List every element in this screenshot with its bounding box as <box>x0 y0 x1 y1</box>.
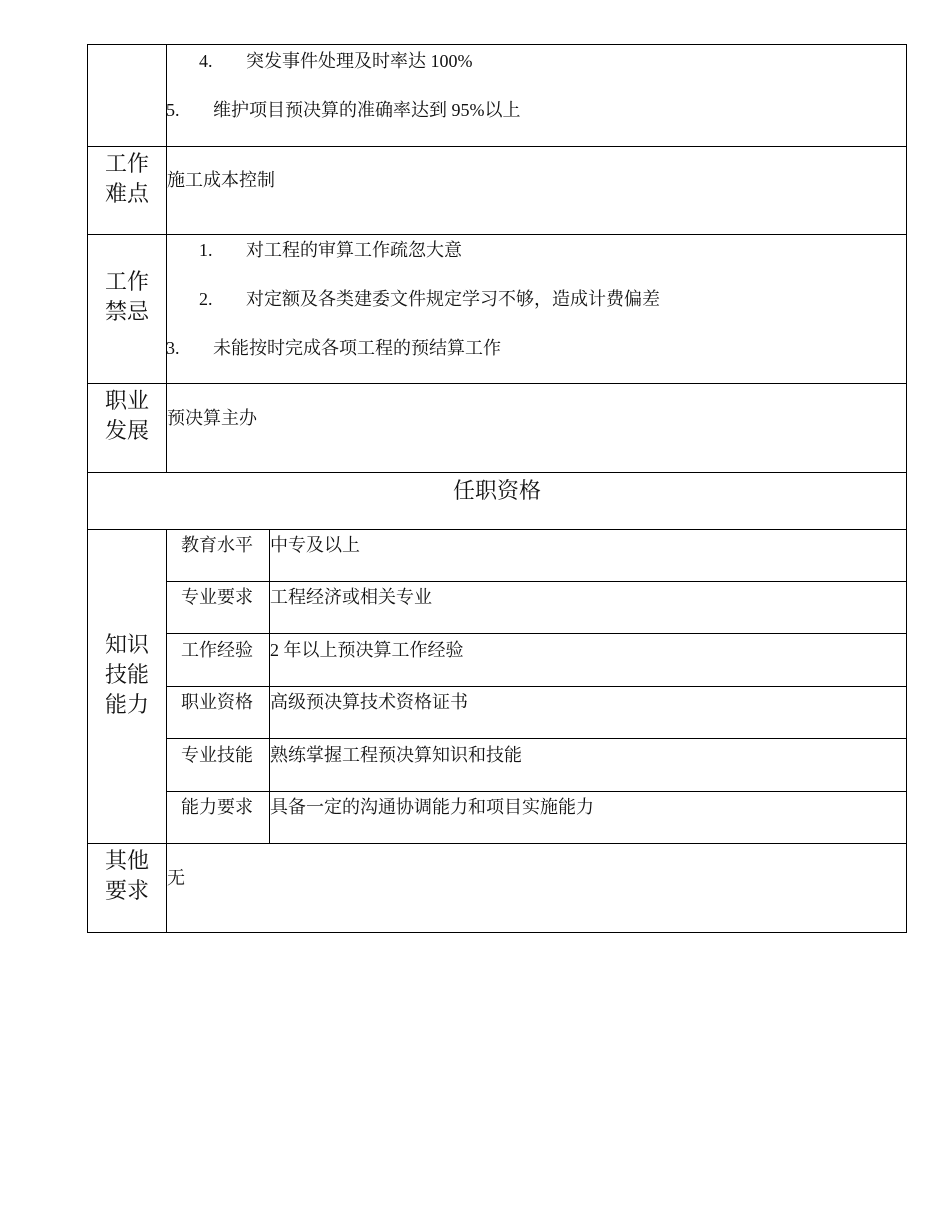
skill-value: 高级预决算技术资格证书 <box>270 692 468 712</box>
skills-label <box>88 630 166 720</box>
label-line: 要求 <box>104 878 149 903</box>
label-line: 工作 <box>104 151 149 176</box>
qualification-title: 任职资格 <box>452 478 541 503</box>
skill-row-divider <box>166 791 907 792</box>
list-item-number: 5. <box>166 100 180 120</box>
other-text: 无 <box>167 868 185 888</box>
skill-name: 工作经验 <box>181 640 253 660</box>
skill-name: 专业技能 <box>181 745 253 765</box>
list-item <box>199 50 473 72</box>
label-line: 能力 <box>104 692 149 717</box>
list-item-text: 未能按时完成各项工程的预结算工作 <box>213 338 501 358</box>
label-line: 工作 <box>104 269 149 294</box>
list-item-text: 对定额及各类建委文件规定学习不够，造成计费偏差 <box>246 289 660 309</box>
difficulty-label <box>88 149 166 209</box>
label-line: 其他 <box>104 848 149 873</box>
label-line: 发展 <box>104 418 149 443</box>
row-divider <box>87 843 907 844</box>
skill-row-divider <box>166 686 907 687</box>
career-text: 预决算主办 <box>167 408 257 428</box>
row-divider <box>87 472 907 473</box>
row-divider <box>87 529 907 530</box>
skill-row-divider <box>166 633 907 634</box>
list-item-number: 2. <box>199 289 213 309</box>
list-item-number: 3. <box>166 338 180 358</box>
skill-row-divider <box>166 738 907 739</box>
row-divider <box>87 234 907 235</box>
label-line: 技能 <box>104 662 149 687</box>
list-item-text: 对工程的审算工作疏忽大意 <box>246 240 462 260</box>
row-divider <box>87 146 907 147</box>
taboo-label <box>88 267 166 327</box>
row-divider <box>87 383 907 384</box>
skill-value: 具备一定的沟通协调能力和项目实施能力 <box>270 797 594 817</box>
skill-name: 能力要求 <box>181 797 253 817</box>
skill-value: 2 年以上预决算工作经验 <box>270 640 464 660</box>
list-item <box>199 239 462 261</box>
skill-value: 工程经济或相关专业 <box>270 587 432 607</box>
other-label <box>88 846 166 906</box>
skill-value: 熟练掌握工程预决算知识和技能 <box>270 745 522 765</box>
difficulty-text: 施工成本控制 <box>167 170 275 190</box>
label-line: 职业 <box>104 388 149 413</box>
list-item-number: 4. <box>199 51 213 71</box>
label-line: 难点 <box>104 181 149 206</box>
career-label <box>88 386 166 446</box>
skill-name: 专业要求 <box>181 587 253 607</box>
list-item <box>166 337 501 359</box>
label-line: 知识 <box>104 632 149 657</box>
list-item-text: 维护项目预决算的准确率达到 95%以上 <box>213 100 521 120</box>
skill-row-divider <box>166 581 907 582</box>
skill-name: 职业资格 <box>181 692 253 712</box>
list-item <box>199 288 660 310</box>
skill-value: 中专及以上 <box>270 535 360 555</box>
list-item-number: 1. <box>199 240 213 260</box>
label-line: 禁忌 <box>104 299 149 324</box>
list-item <box>166 99 521 121</box>
skill-name: 教育水平 <box>181 535 253 555</box>
list-item-text: 突发事件处理及时率达 100% <box>246 51 473 71</box>
